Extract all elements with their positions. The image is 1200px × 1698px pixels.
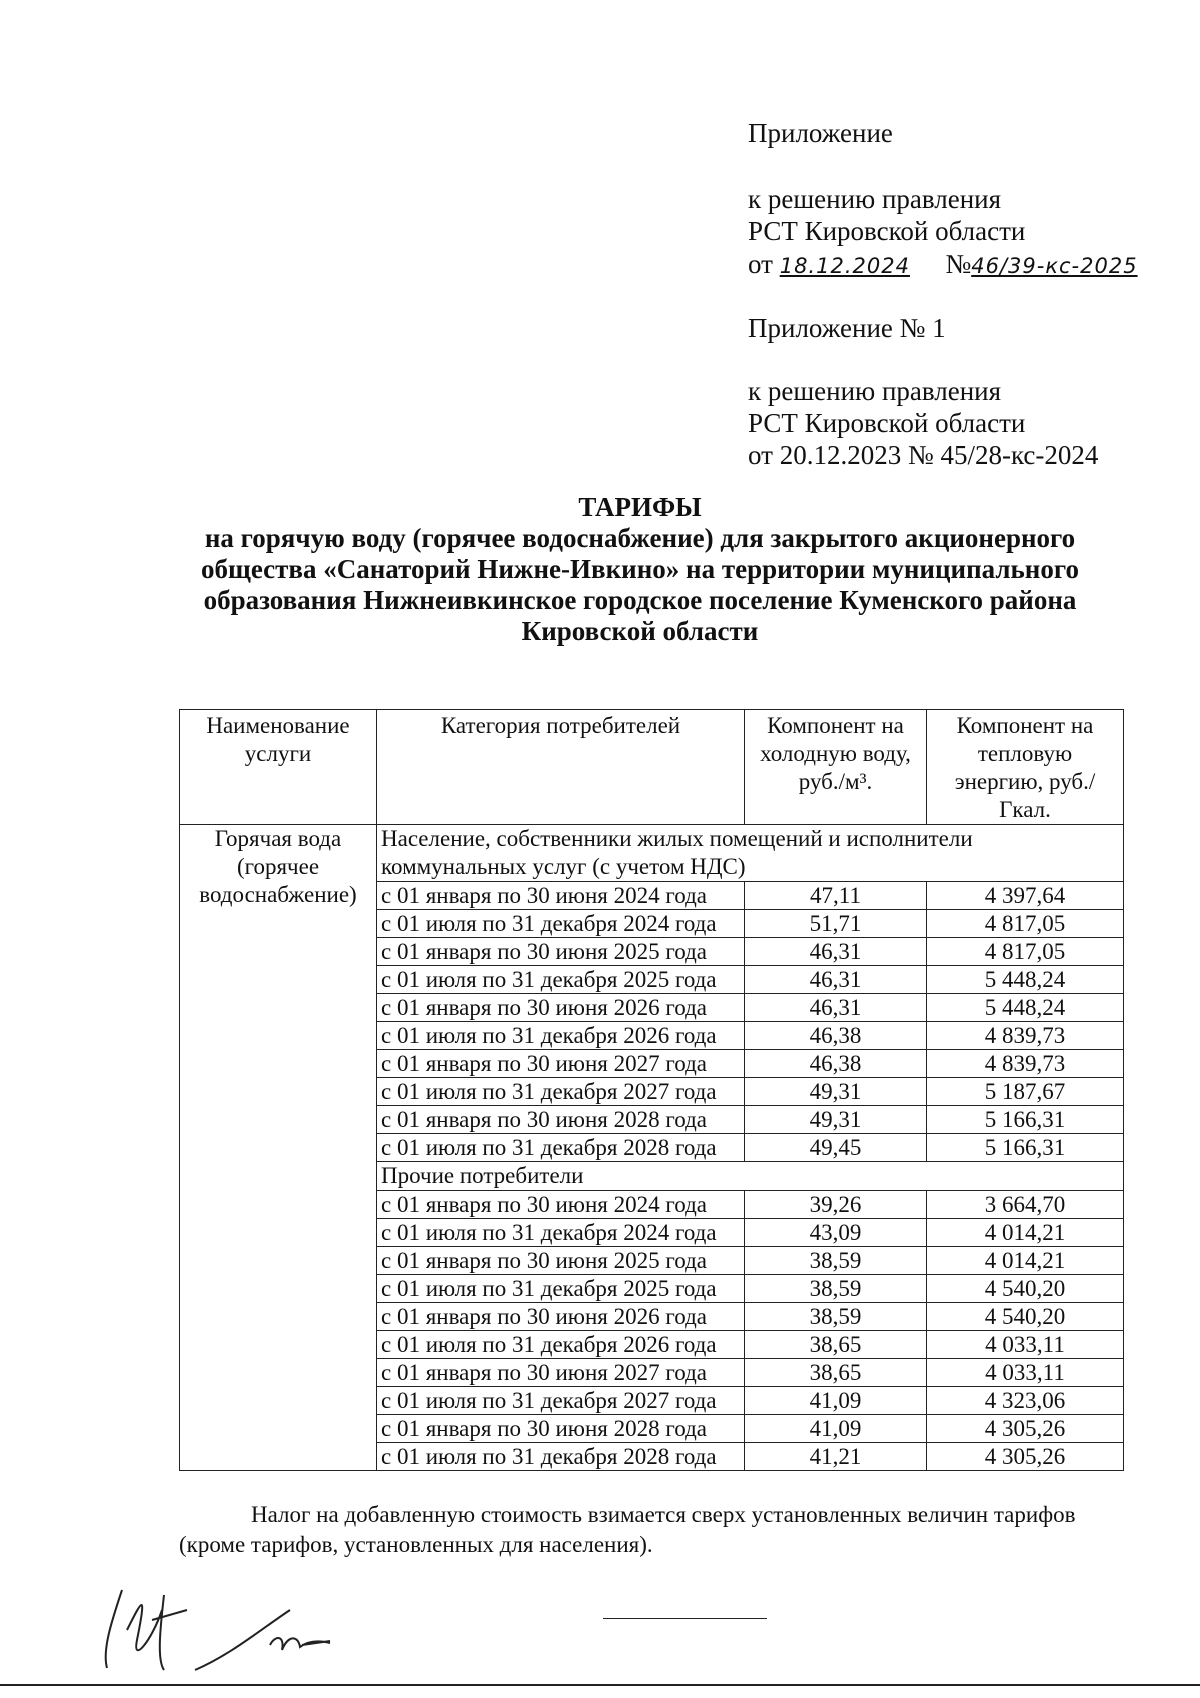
date-prefix: от (748, 249, 773, 279)
period-cell: с 01 января по 30 июня 2028 года (377, 1415, 745, 1443)
cold-water-cell: 41,09 (745, 1387, 927, 1415)
cold-water-cell: 38,65 (745, 1331, 927, 1359)
title-main: ТАРИФЫ (578, 492, 702, 522)
cold-water-cell: 49,45 (745, 1134, 927, 1162)
thermal-cell: 5 448,24 (927, 966, 1124, 994)
cold-water-cell: 47,11 (745, 882, 927, 910)
group-row (180, 825, 1124, 882)
thermal-cell: 4 839,73 (927, 1050, 1124, 1078)
thermal-cell: 4 817,05 (927, 910, 1124, 938)
cold-water-cell: 46,38 (745, 1022, 927, 1050)
service-name: Горячая вода (горячее водоснабжение) (180, 825, 377, 1471)
handwritten-date: 18.12.2024 (779, 254, 910, 278)
number-prefix: № (945, 249, 972, 279)
cold-water-cell: 46,31 (745, 938, 927, 966)
period-cell: с 01 июля по 31 декабря 2025 года (377, 966, 745, 994)
thermal-cell: 4 323,06 (927, 1387, 1124, 1415)
cold-water-cell: 38,59 (745, 1247, 927, 1275)
period-cell: с 01 июля по 31 декабря 2028 года (377, 1134, 745, 1162)
thermal-cell: 5 166,31 (927, 1106, 1124, 1134)
period-cell: с 01 января по 30 июня 2026 года (377, 994, 745, 1022)
period-cell: с 01 июля по 31 декабря 2027 года (377, 1078, 745, 1106)
thermal-cell: 4 540,20 (927, 1303, 1124, 1331)
thermal-cell: 4 817,05 (927, 938, 1124, 966)
group-label: Население, собственники жилых помещений и исполнители коммунальных услуг (с учетом НДС) (377, 825, 1124, 882)
thermal-cell: 4 397,64 (927, 882, 1124, 910)
title-line-4: Кировской области (521, 616, 759, 646)
appendix-to: к решению правления (748, 184, 1002, 214)
tariff-table (179, 709, 1124, 1471)
vat-note-text: Налог на добавленную стоимость взимается сверх установленных величин тарифов (кроме тарифов, установленных для населения). (179, 1502, 1076, 1557)
thermal-cell: 4 305,26 (927, 1443, 1124, 1471)
appendix-date-line (748, 248, 1138, 282)
appendix1-label: Приложение № 1 (748, 313, 946, 343)
thermal-cell: 4 014,21 (927, 1219, 1124, 1247)
appendix1-to: к решению правления (748, 376, 1002, 406)
period-cell: с 01 января по 30 июня 2025 года (377, 1247, 745, 1275)
group-label: Прочие потребители (377, 1162, 1124, 1191)
thermal-cell: 4 305,26 (927, 1415, 1124, 1443)
page-bottom-border (0, 1684, 1200, 1686)
period-cell: с 01 июля по 31 декабря 2027 года (377, 1387, 745, 1415)
cold-water-cell: 39,26 (745, 1191, 927, 1219)
period-cell: с 01 июля по 31 декабря 2026 года (377, 1022, 745, 1050)
cold-water-cell: 46,31 (745, 966, 927, 994)
period-cell: с 01 января по 30 июня 2024 года (377, 882, 745, 910)
thermal-cell: 5 187,67 (927, 1078, 1124, 1106)
period-cell: с 01 января по 30 июня 2027 года (377, 1359, 745, 1387)
period-cell: с 01 июля по 31 декабря 2025 года (377, 1275, 745, 1303)
table-header-row (180, 710, 1124, 825)
thermal-cell: 4 540,20 (927, 1275, 1124, 1303)
header-thermal: Компонент на тепловую энергию, руб./Гкал. (927, 710, 1124, 825)
thermal-cell: 4 014,21 (927, 1247, 1124, 1275)
thermal-cell: 5 448,24 (927, 994, 1124, 1022)
cold-water-cell: 49,31 (745, 1106, 927, 1134)
document-title (160, 492, 1120, 647)
period-cell: с 01 января по 30 июня 2027 года (377, 1050, 745, 1078)
period-cell: с 01 июля по 31 декабря 2028 года (377, 1443, 745, 1471)
period-cell: с 01 января по 30 июня 2026 года (377, 1303, 745, 1331)
period-cell: с 01 июля по 31 декабря 2024 года (377, 1219, 745, 1247)
period-cell: с 01 июля по 31 декабря 2026 года (377, 1331, 745, 1359)
appendix-org: РСТ Кировской области (748, 216, 1026, 246)
thermal-cell: 4 839,73 (927, 1022, 1124, 1050)
cold-water-cell: 43,09 (745, 1219, 927, 1247)
thermal-cell: 3 664,70 (927, 1191, 1124, 1219)
separator-line (603, 1618, 767, 1619)
signature-initials (92, 1580, 202, 1675)
cold-water-cell: 38,65 (745, 1359, 927, 1387)
thermal-cell: 5 166,31 (927, 1134, 1124, 1162)
cold-water-cell: 51,71 (745, 910, 927, 938)
cold-water-cell: 41,21 (745, 1443, 927, 1471)
title-line-3: образования Нижнеивкинское городское поселение Куменского района (203, 585, 1077, 615)
appendix1-org: РСТ Кировской области (748, 408, 1026, 438)
vat-note (179, 1500, 1119, 1560)
title-line-1: на горячую воду (горячее водоснабжение) для закрытого акционерного (204, 523, 1076, 553)
cold-water-cell: 38,59 (745, 1303, 927, 1331)
thermal-cell: 4 033,11 (927, 1331, 1124, 1359)
cold-water-cell: 49,31 (745, 1078, 927, 1106)
cold-water-cell: 46,31 (745, 994, 927, 1022)
period-cell: с 01 января по 30 июня 2025 года (377, 938, 745, 966)
handwritten-number: 46/39-кс-2025 (971, 254, 1138, 278)
appendix1-ref: от 20.12.2023 № 45/28-кс-2024 (748, 440, 1099, 470)
cold-water-cell: 41,09 (745, 1415, 927, 1443)
header-service: Наименование услуги (180, 710, 377, 825)
cold-water-cell: 38,59 (745, 1275, 927, 1303)
thermal-cell: 4 033,11 (927, 1359, 1124, 1387)
title-line-2: общества «Санаторий Нижне-Ивкино» на территории муниципального (201, 554, 1079, 584)
cold-water-cell: 46,38 (745, 1050, 927, 1078)
header-category: Категория потребителей (377, 710, 745, 825)
appendix-label: Приложение (748, 118, 893, 148)
signature-handwritten (190, 1605, 340, 1675)
period-cell: с 01 июля по 31 декабря 2024 года (377, 910, 745, 938)
header-cold-water: Компонент на холодную воду, руб./м³. (745, 710, 927, 825)
period-cell: с 01 января по 30 июня 2024 года (377, 1191, 745, 1219)
period-cell: с 01 января по 30 июня 2028 года (377, 1106, 745, 1134)
